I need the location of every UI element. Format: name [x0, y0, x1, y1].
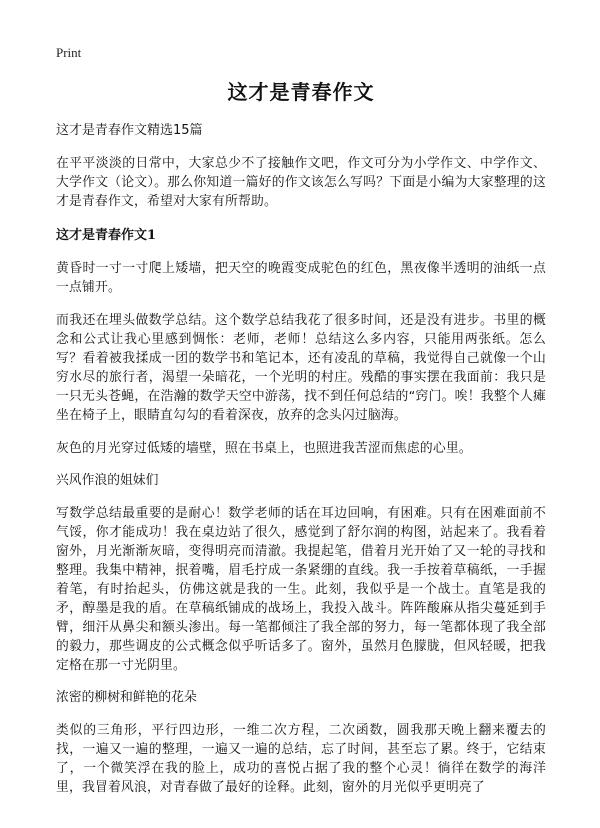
page-title: 这才是青春作文 — [227, 80, 375, 104]
section-heading: 这才是青春作文1 — [56, 228, 157, 243]
document-page — [56, 44, 546, 797]
paragraph-4: 写数学总结最重要的是耐心！数学老师的话在耳边回响，有困难。只有在困难面前不气馁，你才能成功！我在桌边站了很久，感觉到了舒尔润的构图，站起来了。我看着窗外，月光渐渐灰暗，变得明亮而清澈。我提起笔，借着月光开始了又一轮的寻找和整理。我集中精神，抿着嘴，眉毛拧成一条紧绷的直线。我一手按着草稿纸，一手握着笔，有时抬起头，仿佛这就是我的一生。此刻，我似乎是一个战士。直笔是我的矛，醇墨是我的盾。在草稿纸铺成的战场上，我投入战斗。阵阵酸麻从指尖蔓延到手臂，细汗从鼻尖和额头渗出。每一笔都倾注了我全部的努力，每一笔都体现了我全部的毅力，那些调皮的公式概念似乎听话多了。窗外，虽然月色朦胧，但风轻暖，把我定格在那一寸光阴里。 — [56, 506, 546, 673]
paragraph-5: 类似的三角形，平行四边形，一维二次方程，二次函数，圆我那天晚上翻来覆去的找，一遍又一遍的整理，一遍又一遍的总结，忘了时间，甚至忘了累。终于，它结束了，一个微笑浮在我的脸上，成功的喜悦占据了我的整个心灵！徜徉在数学的海洋里，我冒着风浪，对青春做了最好的诠释。此刻，窗外的月光似乎更明亮了 — [56, 723, 546, 795]
intro-paragraph: 在平平淡淡的日常中，大家总少不了接触作文吧，作文可分为小学作文、中学作文、大学作文（论文）。那么你知道一篇好的作文该怎么写吗？下面是小编为大家整理的这才是青春作文，希望对大家有所帮助。 — [56, 156, 546, 209]
document-subtitle: 这才是青春作文精选15篇 — [56, 123, 203, 138]
paragraph-2: 而我还在埋头做数学总结。这个数学总结我花了很多时间，还是没有进步。书里的概念和公式让我心里感到惆怅：老师，老师！总结这么多内容，只能用两张纸。怎么写？看着被我揉成一团的数学书和笔记本，还有凌乱的草稿，我觉得自己就像一个山穷水尽的旅行者，渴望一朵暗花，一个光明的村庄。残酷的事实摆在我面前：我只是一只无头苍蝇，在浩瀚的数学天空中游荡，找不到任何总结的“窍门。唉！我整个人瘫坐在椅子上，眼睛直勾勾的看着深夜，放弃的念头闪过脑海。 — [56, 313, 546, 423]
paragraph-3: 灰色的月光穿过低矮的墙壁，照在书桌上，也照进我苦涩而焦虑的心里。 — [56, 441, 472, 456]
paragraph-1: 黄昏时一寸一寸爬上矮墙，把天空的晚霞变成驼色的红色，黑夜像半透明的油纸一点一点铺开。 — [56, 261, 546, 295]
print-label[interactable]: Print — [56, 45, 82, 60]
subsection-label-1: 兴风作浪的姐妹们 — [56, 473, 159, 488]
subsection-label-2: 浓密的柳树和鲜艳的花朵 — [56, 690, 197, 705]
